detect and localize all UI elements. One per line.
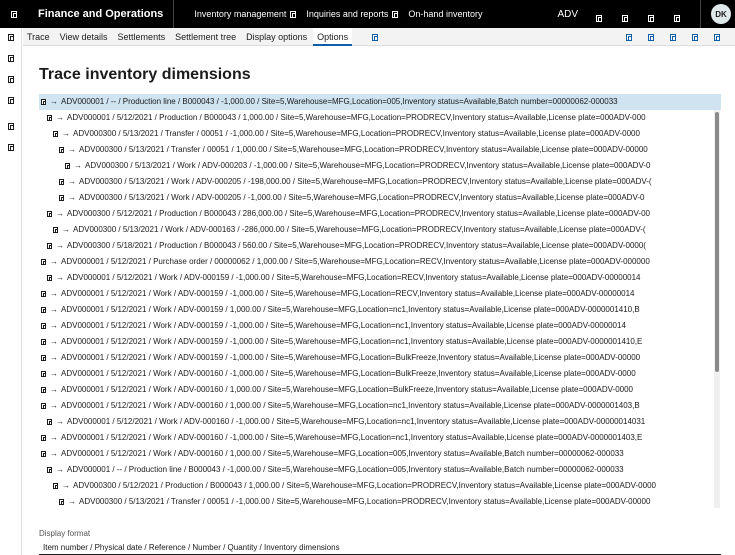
tree-row-text: ADV000001 / 5/12/2021 / Work / ADV-000160 / 1,000.00 / Site=5,Warehouse=MFG,Location=nc1,Inventory status=Available,License plate=000ADV-0000001403,B (61, 401, 640, 410)
expand-icon[interactable] (47, 211, 52, 217)
tree-row-text: ADV000001 / 5/12/2021 / Work / ADV-000159 / -1,000.00 / Site=5,Warehouse=MFG,Location=RECV,Inventory status=Available,License plate=000ADV-00000014 (67, 273, 641, 282)
arrow-icon: → (50, 305, 58, 314)
expand-icon[interactable] (41, 403, 46, 409)
arrow-icon: → (62, 129, 70, 138)
tree-row-text: ADV000001 / 5/12/2021 / Work / ADV-000160 / -1,000.00 / Site=5,Warehouse=MFG,Location=nc1,Inventory status=Available,License plate=000ADV-00000014031 (67, 417, 646, 426)
expand-icon[interactable] (41, 323, 46, 329)
arrow-icon: → (56, 209, 64, 218)
expand-icon[interactable] (59, 195, 64, 201)
tree-row-text: ADV000300 / 5/13/2021 / Transfer / 00051 / 1,000.00 / Site=5,Warehouse=MFG,Location=PRODRECV,Inventory status=Available,License plate=000ADV-00000 (79, 145, 648, 154)
divider (700, 0, 701, 28)
arrow-icon: → (50, 369, 58, 378)
tree-row[interactable] (39, 366, 721, 382)
tree-row[interactable] (39, 190, 721, 206)
tree-row-text: ADV000300 / 5/13/2021 / Work / ADV-000163 / -286,000.00 / Site=5,Warehouse=MFG,Location=PRODRECV,Inventory status=Available,License plate=000ADV-( (73, 225, 646, 234)
arrow-icon: → (68, 497, 76, 506)
avatar[interactable]: DK (711, 4, 731, 24)
expand-icon[interactable] (47, 419, 52, 425)
tree-row[interactable] (39, 174, 721, 190)
tab-trace[interactable]: Trace (27, 31, 50, 42)
arrow-icon: → (50, 353, 58, 362)
expand-icon[interactable] (53, 483, 58, 489)
chevron-icon (290, 9, 296, 19)
tree-row-text: ADV000001 / 5/12/2021 / Work / ADV-000159 / 1,000.00 / Site=5,Warehouse=MFG,Location=nc1,Inventory status=Available,License plate=000ADV-0000001410,B (61, 305, 640, 314)
arrow-icon: → (68, 193, 76, 202)
chevron-icon (392, 9, 398, 19)
arrow-icon: → (56, 465, 64, 474)
tree-row-text: ADV000300 / 5/13/2021 / Work / ADV-000203 / -1,000.00 / Site=5,Warehouse=MFG,Location=PRODRECV,Inventory status=Available,License plate=000ADV-0 (85, 161, 651, 170)
app-title[interactable]: Finance and Operations (28, 0, 174, 28)
action-pane-tools (625, 28, 735, 46)
tree-row[interactable] (39, 94, 721, 110)
tree-row[interactable] (39, 430, 721, 446)
arrow-icon: → (50, 433, 58, 442)
expand-icon[interactable] (53, 227, 58, 233)
arrow-icon: → (56, 113, 64, 122)
tree-row-text: ADV000001 / 5/12/2021 / Work / ADV-000160 / 1,000.00 / Site=5,Warehouse=MFG,Location=BulkFreeze,Inventory status=Available,License plate=000ADV-0000 (61, 385, 633, 394)
search-options-icon[interactable] (372, 32, 378, 42)
menu-icon[interactable] (7, 33, 15, 42)
tree-row-text: ADV000001 / -- / Production line / B000043 / -1,000.00 / Site=5,Warehouse=MFG,Location=005,Inventory status=Available,Batch number=00000062-000033 (67, 465, 624, 474)
tree-row-text: ADV000300 / 5/12/2021 / Production / B000043 / 1,000.00 / Site=5,Warehouse=MFG,Location=PRODRECV,Inventory status=Available,License plate=000ADV-0000 (73, 481, 656, 490)
tree-row-text: ADV000001 / 5/12/2021 / Work / ADV-000159 / -1,000.00 / Site=5,Warehouse=MFG,Location=nc1,Inventory status=Available,License plate=000ADV-00000014 (61, 321, 626, 330)
tab-display-options[interactable]: Display options (246, 31, 308, 42)
arrow-icon: → (50, 289, 58, 298)
expand-icon[interactable] (47, 115, 52, 121)
help-icon[interactable] (674, 10, 682, 19)
tree-row[interactable] (39, 494, 721, 508)
tree-row-text: ADV000001 / 5/12/2021 / Work / ADV-000159 / -1,000.00 / Site=5,Warehouse=MFG,Location=BulkFreeze,Inventory status=Available,License plate=000ADV-00000 (61, 353, 641, 362)
expand-icon[interactable] (41, 435, 46, 441)
scrollbar-thumb[interactable] (715, 112, 719, 372)
tree-row-text: ADV000300 / 5/13/2021 / Work / ADV-000205 / -198,000.00 / Site=5,Warehouse=MFG,Location=PRODRECV,Inventory status=Available,License plate=000ADV-( (79, 177, 652, 186)
tree-row[interactable] (39, 318, 721, 334)
expand-icon[interactable] (41, 451, 46, 457)
workspaces-icon[interactable] (7, 122, 15, 131)
expand-icon[interactable] (41, 387, 46, 393)
office-icon[interactable] (647, 34, 655, 41)
tree-row[interactable] (39, 334, 721, 350)
settings-icon[interactable] (648, 10, 656, 19)
breadcrumb (174, 0, 486, 28)
arrow-icon: → (68, 177, 76, 186)
arrow-icon: → (62, 481, 70, 490)
top-navigation-bar (0, 0, 735, 28)
tree-row[interactable] (39, 462, 721, 478)
tab-options[interactable]: Options (313, 28, 352, 46)
refresh-icon[interactable] (669, 34, 677, 41)
expand-icon[interactable] (47, 467, 52, 473)
expand-icon[interactable] (41, 307, 46, 313)
tree-row-text: ADV000300 / 5/18/2021 / Production / B000043 / 560.00 / Site=5,Warehouse=MFG,Location=PRODRECV,Inventory status=Available,License plate=000ADV-0000( (67, 241, 646, 250)
tree-row[interactable] (39, 302, 721, 318)
tree-row[interactable] (39, 286, 721, 302)
tree-row-text: ADV000001 / 5/12/2021 / Work / ADV-000159 / -1,000.00 / Site=5,Warehouse=MFG,Location=RECV,Inventory status=Available,License plate=000ADV-00000014 (61, 289, 635, 298)
tree-row[interactable] (39, 382, 721, 398)
tree-row[interactable] (39, 478, 721, 494)
home-icon[interactable] (7, 54, 15, 63)
tab-settlements[interactable]: Settlements (117, 31, 166, 42)
action-pane (23, 28, 735, 46)
navigation-rail (0, 28, 22, 555)
attach-icon[interactable] (625, 34, 633, 41)
tree-row[interactable] (39, 126, 721, 142)
open-new-window-icon[interactable] (691, 34, 699, 41)
tab-settlement-tree[interactable]: Settlement tree (175, 31, 237, 42)
expand-icon[interactable] (47, 275, 52, 281)
recent-icon[interactable] (7, 96, 15, 105)
expand-icon[interactable] (41, 339, 46, 345)
tree-row[interactable] (39, 414, 721, 430)
breadcrumb-item-inventory-management[interactable]: Inventory management (194, 9, 287, 19)
arrow-icon: → (56, 273, 64, 282)
arrow-icon: → (50, 321, 58, 330)
arrow-icon: → (50, 97, 58, 106)
tree-row[interactable] (39, 446, 721, 462)
tree-row-text: ADV000001 / 5/12/2021 / Purchase order / 00000062 / 1,000.00 / Site=5,Warehouse=MFG,Location=RECV,Inventory status=Available,License plate=000ADV-000000 (61, 257, 650, 266)
tree-row-text: ADV000001 / 5/12/2021 / Work / ADV-000160 / -1,000.00 / Site=5,Warehouse=MFG,Location=BulkFreeze,Inventory status=Available,License plate=000ADV-0000 (61, 369, 636, 378)
notification-icon[interactable] (622, 10, 630, 19)
tree-row[interactable] (39, 110, 721, 126)
expand-icon[interactable] (47, 243, 52, 249)
expand-icon[interactable] (41, 371, 46, 377)
close-icon[interactable] (713, 34, 721, 41)
arrow-icon: → (68, 145, 76, 154)
tree-row-text: ADV000300 / 5/13/2021 / Work / ADV-000205 / -1,000.00 / Site=5,Warehouse=MFG,Location=PRODRECV,Inventory status=Available,License plate=000ADV-0 (79, 193, 645, 202)
expand-icon[interactable] (59, 179, 64, 185)
tab-view-details[interactable]: View details (59, 31, 108, 42)
tree-row[interactable] (39, 222, 721, 238)
arrow-icon: → (74, 161, 82, 170)
tree-row-text: ADV000300 / 5/13/2021 / Transfer / 00051 / -1,000.00 / Site=5,Warehouse=MFG,Location=PRODRECV,Inventory status=Available,License plate=000ADV-00000 (79, 497, 651, 506)
tree-row[interactable] (39, 350, 721, 366)
display-format-field[interactable]: Item number / Physical date / Reference / Number / Quantity / Inventory dimensions (39, 541, 721, 555)
modules-icon[interactable] (7, 143, 15, 152)
app-launcher-icon[interactable] (0, 0, 28, 28)
tree-row-text: ADV000001 / 5/12/2021 / Production / B000043 / 1,000.00 / Site=5,Warehouse=MFG,Location=PRODRECV,Inventory status=Available,License plate=000ADV-000 (67, 113, 646, 122)
arrow-icon: → (50, 337, 58, 346)
arrow-icon: → (56, 417, 64, 426)
tree-row-text: ADV000001 / 5/12/2021 / Work / ADV-000159 / -1,000.00 / Site=5,Warehouse=MFG,Location=nc1,Inventory status=Available,License plate=000ADV-0000001410,E (61, 337, 643, 346)
tree-row[interactable] (39, 142, 721, 158)
tree-row-text: ADV000001 / 5/12/2021 / Work / ADV-000160 / 1,000.00 / Site=5,Warehouse=MFG,Location=005,Inventory status=Available,Batch number=00000062-000033 (61, 449, 624, 458)
search-icon[interactable] (596, 10, 604, 19)
arrow-icon: → (50, 385, 58, 394)
display-format-label: Display format (39, 529, 91, 538)
expand-icon[interactable] (41, 355, 46, 361)
tree-row[interactable] (39, 398, 721, 414)
arrow-icon: → (56, 241, 64, 250)
tree-row[interactable] (39, 238, 721, 254)
page-title: Trace inventory dimensions (39, 66, 251, 83)
arrow-icon: → (50, 401, 58, 410)
tree-row-text: ADV000001 / 5/12/2021 / Work / ADV-000160 / -1,000.00 / Site=5,Warehouse=MFG,Location=nc1,Inventory status=Available,License plate=000ADV-0000001403,E (61, 433, 643, 442)
tree-row[interactable] (39, 206, 721, 222)
expand-icon[interactable] (41, 291, 46, 297)
expand-icon[interactable] (59, 147, 64, 153)
arrow-icon: → (62, 225, 70, 234)
tree-row-text: ADV000001 / -- / Production line / B000043 / -1,000.00 / Site=5,Warehouse=MFG,Location=005,Inventory status=Available,Batch number=00000062-000033 (61, 97, 618, 106)
tree-row-text: ADV000300 / 5/12/2021 / Production / B000043 / 286,000.00 / Site=5,Warehouse=MFG,Location=PRODRECV,Inventory status=Available,License plate=000ADV-00 (67, 209, 650, 218)
expand-icon[interactable] (41, 259, 46, 265)
top-right-controls (557, 0, 735, 28)
expand-icon[interactable] (41, 99, 46, 105)
tree-row-text: ADV000300 / 5/13/2021 / Transfer / 00051 / -1,000.00 / Site=5,Warehouse=MFG,Location=PRODRECV,Inventory status=Available,License plate=000ADV-0000 (73, 129, 640, 138)
favorites-icon[interactable] (7, 75, 15, 84)
company-picker[interactable]: ADV (557, 8, 578, 20)
breadcrumb-item-inquiries-and-reports[interactable]: Inquiries and reports (306, 9, 389, 19)
arrow-icon: → (50, 449, 58, 458)
breadcrumb-item-on-hand-inventory[interactable]: On-hand inventory (408, 9, 483, 19)
trace-tree[interactable] (39, 94, 721, 508)
expand-icon[interactable] (53, 131, 58, 137)
tree-row[interactable] (39, 270, 721, 286)
tree-row[interactable] (39, 158, 721, 174)
expand-icon[interactable] (59, 499, 64, 505)
tree-row[interactable] (39, 254, 721, 270)
arrow-icon: → (50, 257, 58, 266)
expand-icon[interactable] (65, 163, 70, 169)
